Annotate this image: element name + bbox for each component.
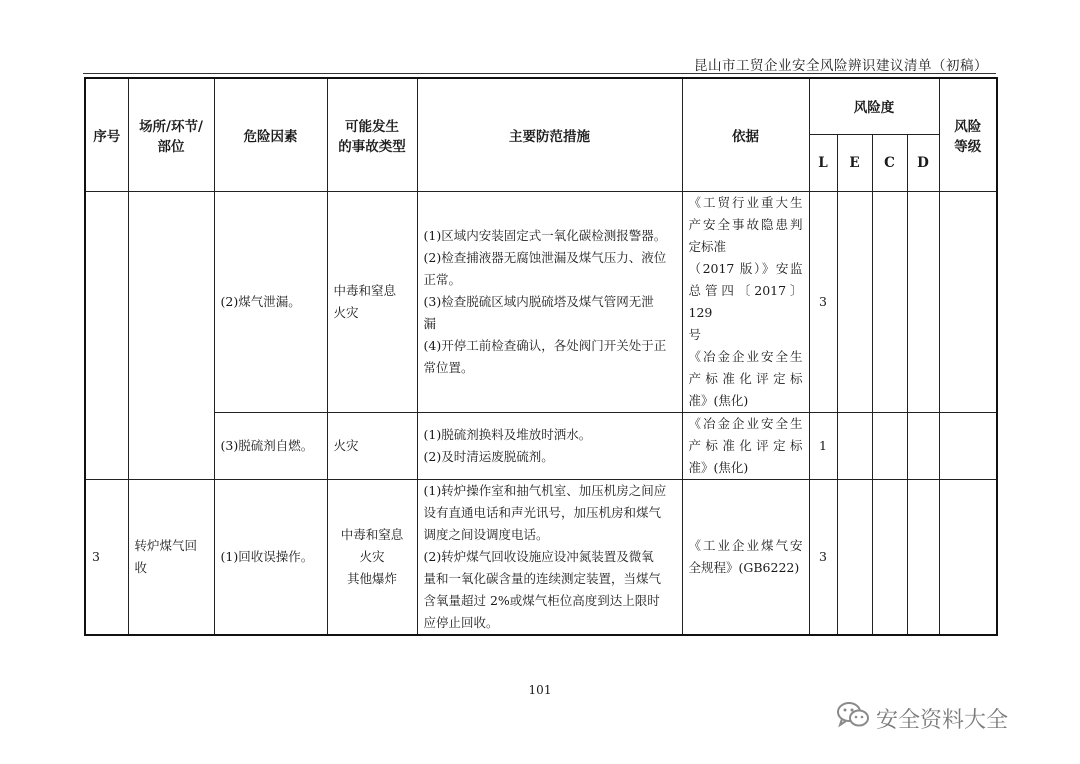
col-header-level-line2: 等级 [954, 138, 982, 155]
col-header-risk-degree: 风险度 [809, 78, 939, 134]
basis-line: 《工业企业煤气安 [688, 537, 803, 553]
watermark [836, 700, 1008, 736]
basis-line: 准》(焦化) [688, 392, 749, 408]
accident-line: 火灾 [333, 304, 359, 320]
col-header-D: D [907, 134, 939, 191]
col-header-L: L [809, 134, 837, 191]
measure-line: (1)转炉操作室和抽气机室、加压机房之间应 [423, 482, 667, 498]
cell-E [837, 479, 872, 635]
table-row [85, 191, 997, 412]
measure-line: 漏 [423, 315, 437, 331]
basis-line: 准》(焦化) [688, 459, 749, 475]
cell-measures [417, 412, 682, 479]
col-header-risk-level [939, 78, 997, 191]
col-header-location-line2: 部位 [157, 138, 185, 155]
cell-accident-type [327, 479, 417, 635]
cell-basis [682, 479, 809, 635]
accident-line: 中毒和窒息 [340, 526, 404, 542]
accident-line: 中毒和窒息 [333, 282, 397, 298]
cell-accident-type [327, 412, 417, 479]
basis-line: 产标准化评定标 [688, 437, 803, 453]
basis-line: 号 [688, 326, 702, 342]
cell-hazard: (1)回收误操作。 [214, 479, 327, 635]
cell-risk-level [939, 191, 997, 412]
page-number: 101 [528, 683, 552, 697]
cell-hazard: (3)脱硫剂自燃。 [214, 412, 327, 479]
measure-line: 调度之间设调度电话。 [423, 526, 549, 542]
col-header-hazard: 危险因素 [214, 78, 327, 191]
measure-line: 正常。 [423, 271, 462, 287]
measure-line: (2)转炉煤气回收设施应设冲氮装置及微氧 [423, 548, 654, 564]
measure-line: (2)及时清运废脱硫剂。 [423, 448, 554, 464]
cell-L: 1 [809, 412, 837, 479]
measure-line: (3)检查脱硫区域内脱硫塔及煤气管网无泄 [423, 293, 654, 309]
cell-measures [417, 479, 682, 635]
col-header-measures: 主要防范措施 [417, 78, 682, 191]
wechat-icon [836, 700, 870, 736]
basis-line: 总管四〔2017〕129 [688, 282, 803, 320]
basis-line: 《工贸行业重大生 [688, 194, 803, 210]
col-header-accident-line1: 可能发生 [345, 118, 399, 135]
measure-line: (1)区域内安装固定式一氧化碳检测报警器。 [423, 227, 667, 243]
cell-E [837, 412, 872, 479]
cell-D [907, 479, 939, 635]
cell-location: 转炉煤气回收 [128, 479, 214, 635]
table-row [85, 479, 997, 635]
accident-line: 火灾 [333, 437, 359, 453]
cell-C [872, 191, 907, 412]
cell-hazard: (2)煤气泄漏。 [214, 191, 327, 412]
measure-line: (2)检查捕液器无腐蚀泄漏及煤气压力、液位 [423, 249, 667, 265]
measure-line: (4)开停工前检查确认，各处阀门开关处于正 [423, 337, 667, 353]
col-header-basis: 依据 [682, 78, 809, 191]
col-header-location-line1: 场所/环节/ [139, 118, 203, 135]
basis-line: 《冶金企业安全生 [688, 415, 803, 431]
cell-C [872, 479, 907, 635]
cell-measures [417, 191, 682, 412]
col-header-C: C [872, 134, 907, 191]
measure-line: 设有直通电话和声光讯号，加压机房和煤气 [423, 504, 662, 520]
cell-risk-level [939, 412, 997, 479]
measure-line: 量和一氧化碳含量的连续测定装置，当煤气 [423, 570, 662, 586]
col-header-E: E [837, 134, 872, 191]
table-row [85, 412, 997, 479]
cell-C [872, 412, 907, 479]
cell-accident-type [327, 191, 417, 412]
cell-location [128, 191, 214, 479]
basis-line: 全规程》(GB6222) [688, 559, 800, 575]
accident-line: 火灾 [359, 548, 385, 564]
cell-D [907, 412, 939, 479]
risk-table [84, 77, 998, 636]
col-header-accident-line2: 的事故类型 [338, 138, 406, 155]
cell-basis [682, 412, 809, 479]
cell-seq: 3 [85, 479, 128, 635]
cell-E [837, 191, 872, 412]
basis-line: 定标准 [688, 238, 727, 254]
col-header-level-line1: 风险 [954, 118, 982, 135]
cell-L: 3 [809, 191, 837, 412]
accident-line: 其他爆炸 [346, 570, 397, 586]
header-rule [83, 73, 996, 74]
basis-line: 产安全事故隐患判 [688, 216, 803, 232]
cell-L: 3 [809, 479, 837, 635]
cell-seq [85, 191, 128, 479]
cell-basis [682, 191, 809, 412]
col-header-seq: 序号 [85, 78, 128, 191]
watermark-text: 安全资料大全 [876, 707, 1009, 733]
basis-line: （2017 版）》安监 [688, 260, 803, 276]
col-header-location [128, 78, 214, 191]
measure-line: (1)脱硫剂换料及堆放时洒水。 [423, 426, 592, 442]
cell-D [907, 191, 939, 412]
measure-line: 常位置。 [423, 359, 474, 375]
basis-line: 《冶金企业安全生 [688, 348, 803, 364]
measure-line: 应停止回收。 [423, 614, 499, 630]
measure-line: 含氧量超过 2%或煤气柜位高度到达上限时 [423, 592, 660, 608]
col-header-accident-type [327, 78, 417, 191]
cell-risk-level [939, 479, 997, 635]
basis-line: 产标准化评定标 [688, 370, 803, 386]
document-header-title: 昆山市工贸企业安全风险辨识建议清单（初稿） [694, 58, 988, 74]
